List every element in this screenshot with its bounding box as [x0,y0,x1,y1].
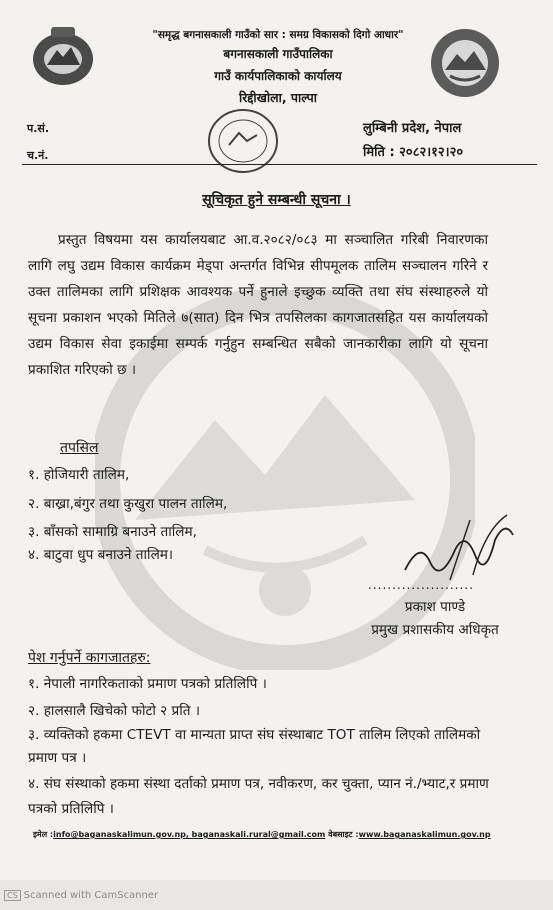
office-stamp-icon [205,105,281,177]
email-label: इमेल : [33,830,54,839]
signature-line: ...................... [368,578,474,592]
slogan: "समृद्ध बगनासकाली गाउँको सार : समग्र विकासको दिगो आधार" [152,29,404,41]
signature-icon [395,500,525,590]
document-item: १. नेपाली नागरिकताको प्रमाण पत्रको प्रतिलिपि । [28,676,267,692]
province: लुम्बिनी प्रदेश, नेपाल [363,121,462,136]
document-item: ३. व्यक्तिको हकमा CTEVT वा मान्यता प्राप्त संघ संस्थाबाट TOT तालिम लिएको तालिमको प्रमाण पत्र । [28,727,481,766]
signatory-block [360,596,510,638]
nepal-emblem-icon [27,25,99,91]
schedule-item: ४. बाटुवा धुप बनाउने तालिम। [28,547,174,563]
email-addresses: info@baganaskalimun.gov.np, baganaskali.rural@gmail.com [53,830,326,839]
schedule-item: १. होजियारी तालिम, [28,467,130,483]
scanner-badge [4,890,158,901]
scanner-text: Scanned with CamScanner [23,890,159,901]
documents-heading: पेश गर्नुपर्ने कागजातहरु: [28,650,151,666]
document-item: २. हालसालै खिचेको फोटो २ प्रति । [28,703,201,719]
contact-footer [33,829,491,840]
document-item: ४. संघ संस्थाको हकमा संस्था दर्ताको प्रमाण पत्र, नवीकरण, कर चुक्ता, प्यान नं./भ्याट,र प्रमाण पत्रको प्रतिलिपि । [28,776,489,817]
dispatch-number-label: च.नं. [27,149,49,162]
schedule-item: ३. बाँसको सामाग्रि बनाउने तालिम, [28,524,197,540]
website-label: वेबसाइट : [328,830,359,839]
municipality-name: बगनासकाली गाउँपालिका [223,47,333,61]
office-name: गाउँ कार्यपालिकाको कार्यालय [214,69,342,83]
website-link: www.baganaskalimun.gov.np [358,830,491,839]
header-divider [22,164,537,165]
signatory-name: प्रकाश पाण्डे [404,599,466,615]
date: मिति : २०८२।१२।२० [363,145,464,160]
notice-body: प्रस्तुत विषयमा यस कार्यालयबाट आ.व.२०८२/०८३ मा सञ्चालित गरिबी निवारणका लागि लघु उद्यम विकास कार्यक्रम मेड्पा अन्तर्गत विभिन्न सीपमूलक तालिम सञ्चालन गरिने र उक्त तालिमका लागि प्रशिक्षक आवश्यक पर्ने हुनाले इच्छुक व्यक्ति तथा संघ संस्थाहरुले यो सूचना प्रकाशन भएको मितिले ७(सात) दिन भित्र तपसिलका कागजातसहित यस कार्यालयको उद्यम विकास सेवा इकाईमा सम्पर्क गर्नुहुन सम्बन्धित सबैको जानकारीका लागि यो सूचना प्रकाशित गरिएको छ । [28,232,488,378]
camscanner-icon: CS [4,890,21,901]
reference-number-label: प.सं. [27,122,50,135]
office-location: रिद्दीखोला, पाल्पा [239,90,317,105]
signatory-title: प्रमुख प्रशासकीय अधिकृत [371,622,499,638]
schedule-item: २. बाख्रा,बंगुर तथा कुखुरा पालन तालिम, [28,496,228,512]
schedule-heading: तपसिल [60,440,99,456]
notice-subject: सूचिकृत हुने सम्बन्धी सूचना । [202,192,351,208]
municipality-logo-icon [428,26,502,100]
